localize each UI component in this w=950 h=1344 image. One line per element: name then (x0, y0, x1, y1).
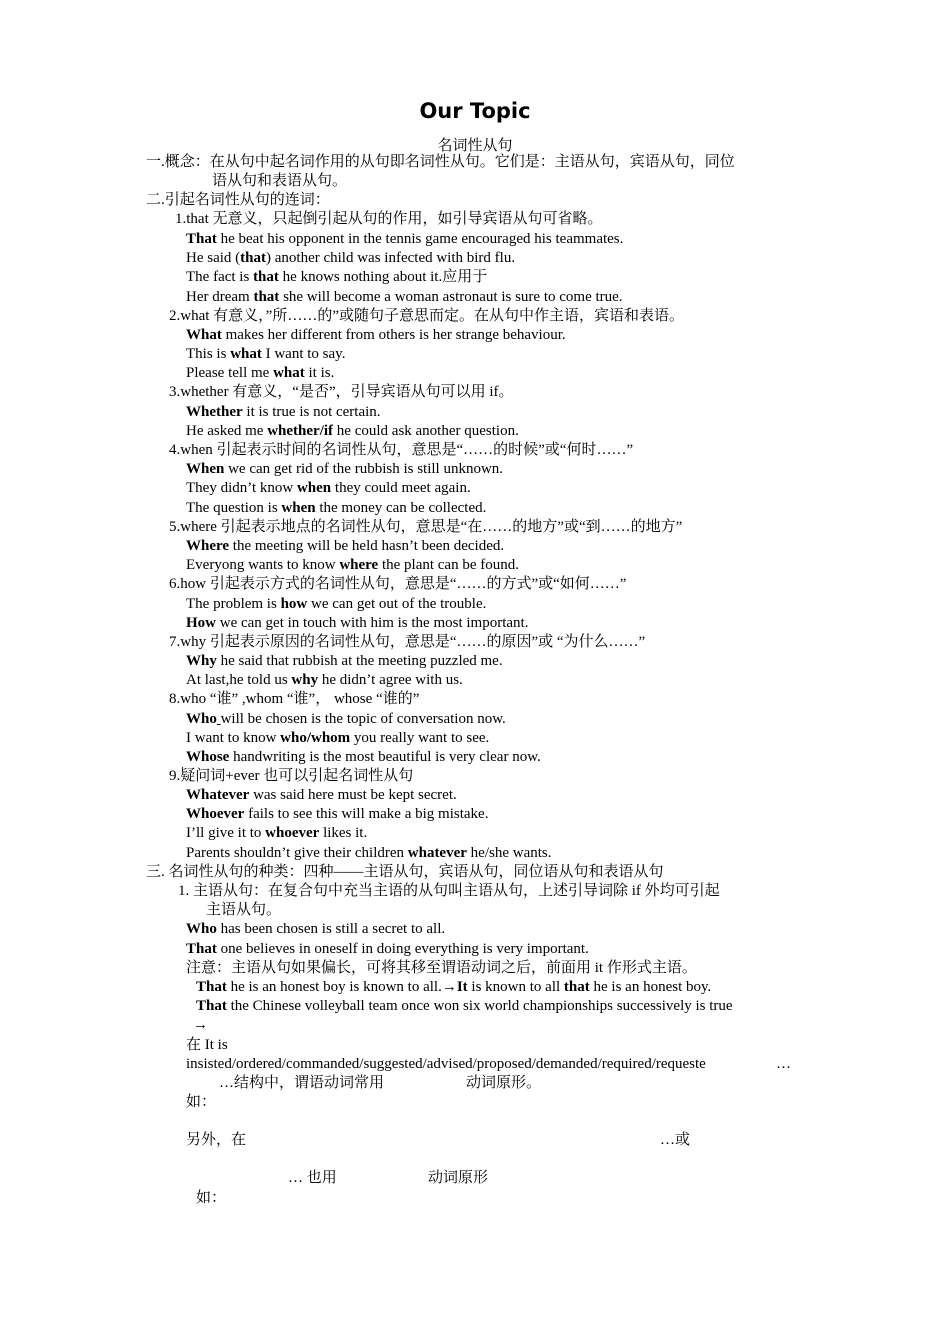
text-segment: it is. (304, 365, 335, 381)
bold-keyword: What (186, 327, 222, 343)
text-line (186, 364, 334, 383)
text-segment: 3.whether 有意义，“是否”，引导宾语从句可以用 if。 (169, 384, 514, 400)
text-segment: he could ask another question. (333, 423, 519, 439)
text-segment: we can get rid of the rubbish is still unknown. (224, 461, 504, 477)
bold-keyword: That (186, 231, 217, 247)
text-segment: This is (186, 346, 231, 362)
bold-keyword: Who (186, 711, 217, 727)
text-line (169, 633, 645, 652)
text-segment: he/she wants. (466, 845, 552, 861)
bold-keyword: Whoever (186, 806, 245, 822)
text-segment: Her dream (186, 289, 254, 305)
text-segment: the plant can be found. (378, 557, 519, 573)
text-line (169, 518, 682, 537)
text-segment: the meeting will be held hasn’t been decided. (229, 538, 505, 554)
bold-keyword: that (253, 269, 279, 285)
text-segment: he didn’t agree with us. (318, 672, 463, 688)
text-segment: 注意：主语从句如果偏长，可将其移至谓语动词之后，前面用 it 作形式主语。 (186, 960, 697, 976)
bold-keyword: where (339, 557, 379, 573)
text-segment: 另外，在 (186, 1132, 247, 1148)
bold-keyword: That (186, 941, 217, 957)
text-line (169, 767, 413, 786)
text-line (186, 537, 504, 556)
text-line (186, 1093, 216, 1112)
text-segment: handwriting is the most beautiful is very clear now. (229, 749, 541, 765)
text-segment: 三. 名词性从句的种类：四种——主语从句，宾语从句，同位语从句和表语从句 (146, 864, 664, 880)
text-line (175, 210, 603, 229)
text-segment: The question is (186, 500, 282, 516)
bold-keyword: who/whom (280, 730, 351, 746)
text-segment: fails to see this will make a big mistake. (244, 806, 489, 822)
text-line (186, 499, 486, 518)
bold-keyword: that (240, 250, 266, 266)
text-line (169, 307, 684, 326)
text-segment: 9.疑问词+ever 也可以引起名词性从句 (169, 768, 414, 784)
text-line (186, 460, 503, 479)
bold-keyword: whoever (265, 825, 320, 841)
text-segment: ) another child was infected with bird flu. (266, 250, 516, 266)
text-line (186, 556, 519, 575)
text-line (186, 614, 528, 633)
text-segment: The fact is (186, 269, 254, 285)
text-segment: is known to all (467, 979, 564, 995)
text-segment: 动词原形。 (466, 1075, 542, 1091)
text-line (219, 1074, 384, 1093)
text-segment: 语从句和表语从句。 (212, 173, 348, 189)
bold-keyword: that (253, 289, 280, 305)
text-line (186, 403, 381, 422)
bold-keyword: Who (186, 921, 217, 937)
text-line (169, 575, 626, 594)
bold-keyword: That (196, 998, 227, 1014)
text-line (186, 288, 623, 307)
text-segment: …结构中，谓语动词常用 (219, 1075, 385, 1091)
text-line (186, 1131, 246, 1150)
text-line (428, 1169, 488, 1188)
text-segment: the money can be collected. (315, 500, 487, 516)
bold-keyword: How (186, 615, 216, 631)
text-line (186, 345, 345, 364)
bold-keyword: whether/if (267, 423, 334, 439)
text-segment: it is true is not certain. (242, 404, 381, 420)
text-line (206, 901, 281, 920)
text-line (146, 153, 735, 172)
text-segment: 8.who “谁” ,whom “谁”， whose “谁的” (169, 691, 420, 707)
text-line (169, 690, 419, 709)
text-line (288, 1169, 337, 1188)
page-subtitle: 名词性从句 (437, 138, 513, 154)
bold-keyword: That (196, 979, 227, 995)
text-line (186, 230, 623, 249)
bold-keyword: Whatever (186, 787, 250, 803)
text-segment: he said that rubbish at the meeting puzzled me. (216, 653, 503, 669)
text-line (186, 844, 552, 863)
text-segment: 在 It is (186, 1037, 228, 1053)
text-segment: we can get out of the trouble. (307, 596, 487, 612)
text-line (186, 920, 445, 939)
text-segment: 1. 主语从句：在复合句中充当主语的从句叫主语从句，上述引导词除 if 外均可引起 (178, 883, 720, 899)
bold-keyword: what (273, 365, 305, 381)
text-line (186, 729, 489, 748)
text-segment: has been chosen is still a secret to all. (216, 921, 446, 937)
text-line (169, 441, 633, 460)
text-line (169, 383, 514, 402)
text-line (660, 1131, 690, 1150)
text-line (186, 1036, 228, 1055)
text-segment: the Chinese volleyball team once won six world championships successively is true (226, 998, 733, 1014)
text-segment: 二.引起名词性从句的连词： (146, 192, 330, 208)
bold-keyword: When (186, 461, 225, 477)
text-segment: 5.where 引起表示地点的名词性从句，意思是“在……的地方”或“到……的地方” (169, 519, 683, 535)
text-line (196, 978, 711, 997)
text-line (186, 959, 697, 978)
text-segment: 动词原形 (428, 1170, 489, 1186)
text-segment: insisted/ordered/commanded/suggested/advised/proposed/demanded/required/requeste (186, 1056, 706, 1072)
text-line (186, 595, 486, 614)
text-line (186, 1055, 706, 1074)
text-segment: He asked me (186, 423, 268, 439)
text-line (196, 1189, 226, 1208)
text-segment: The problem is (186, 596, 281, 612)
text-segment: Please tell me (186, 365, 274, 381)
text-line (186, 824, 367, 843)
text-segment: 6.how 引起表示方式的名词性从句，意思是“……的方式”或“如何……” (169, 576, 627, 592)
text-line (186, 748, 541, 767)
text-line (212, 172, 347, 191)
bold-keyword: that (563, 979, 590, 995)
text-segment: will be chosen is the topic of conversation now. (220, 711, 506, 727)
bold-keyword: when (296, 480, 332, 496)
text-segment: was said here must be kept secret. (249, 787, 457, 803)
text-segment: he is an honest boy is known to all.→ (226, 979, 457, 995)
text-line (186, 786, 457, 805)
text-segment: They didn’t know (186, 480, 297, 496)
text-segment: 主语从句。 (206, 902, 282, 918)
text-segment: …或 (660, 1132, 691, 1148)
text-line (186, 671, 463, 690)
text-segment: At last,he told us (186, 672, 292, 688)
text-segment: I’ll give it to (186, 825, 266, 841)
text-line (466, 1074, 541, 1093)
text-line (186, 249, 515, 268)
text-segment: He said ( (186, 250, 241, 266)
text-segment: 2.what 有意义，”所……的”或随句子意思而定。在从句中作主语，宾语和表语。 (169, 308, 684, 324)
bold-keyword: Why (186, 653, 217, 669)
bold-keyword: Whose (186, 749, 230, 765)
text-segment: 1.that 无意义，只起倒引起从句的作用，如引导宾语从句可省略。 (175, 211, 603, 227)
text-segment: we can get in touch with him is the most important. (216, 615, 529, 631)
text-segment: … 也用 (288, 1170, 337, 1186)
text-segment: he knows nothing about it.应用于 (278, 269, 488, 285)
text-line (186, 940, 589, 959)
text-line (186, 422, 519, 441)
text-segment: one believes in oneself in doing everything is very important. (216, 941, 589, 957)
bold-keyword: what (230, 346, 262, 362)
text-line (146, 191, 330, 210)
text-line (186, 479, 471, 498)
bold-keyword: It (456, 979, 468, 995)
text-segment: I want to know (186, 730, 281, 746)
text-line (193, 1016, 208, 1035)
text-line (196, 997, 733, 1016)
text-segment: → (193, 1017, 208, 1033)
text-segment: 7.why 引起表示原因的名词性从句，意思是“……的原因”或 “为什么……” (169, 634, 646, 650)
bold-keyword: Whether (186, 404, 243, 420)
text-line (186, 805, 488, 824)
text-line (178, 882, 720, 901)
page-title: Our Topic (419, 99, 531, 123)
text-segment: they could meet again. (331, 480, 471, 496)
text-segment: … (776, 1056, 791, 1072)
bold-keyword: why (291, 672, 319, 688)
text-segment: makes her different from others is her strange behaviour. (221, 327, 566, 343)
text-segment: Everyong wants to know (186, 557, 340, 573)
text-segment: I want to say. (261, 346, 346, 362)
bold-keyword: whatever (407, 845, 467, 861)
bold-keyword: when (281, 500, 316, 516)
text-segment: 一.概念：在从句中起名词作用的从句即名词性从句。它们是：主语从句，宾语从句，同位 (146, 154, 735, 170)
text-segment: he is an honest boy. (589, 979, 712, 995)
text-segment: likes it. (319, 825, 368, 841)
text-line (186, 326, 566, 345)
text-segment: 如： (186, 1094, 217, 1110)
text-line (186, 652, 503, 671)
text-line (186, 268, 487, 287)
bold-keyword: Where (186, 538, 230, 554)
bold-keyword: how (280, 596, 308, 612)
text-line (186, 710, 506, 729)
text-segment: 如： (196, 1190, 227, 1206)
text-segment: he beat his opponent in the tennis game encouraged his teammates. (216, 231, 624, 247)
text-line (146, 863, 664, 882)
text-segment: you really want to see. (350, 730, 490, 746)
text-segment: Parents shouldn’t give their children (186, 845, 408, 861)
text-segment: 4.when 引起表示时间的名词性从句，意思是“……的时候”或“何时……” (169, 442, 634, 458)
text-segment: she will become a woman astronaut is sure to come true. (279, 289, 623, 305)
text-line (776, 1055, 791, 1074)
